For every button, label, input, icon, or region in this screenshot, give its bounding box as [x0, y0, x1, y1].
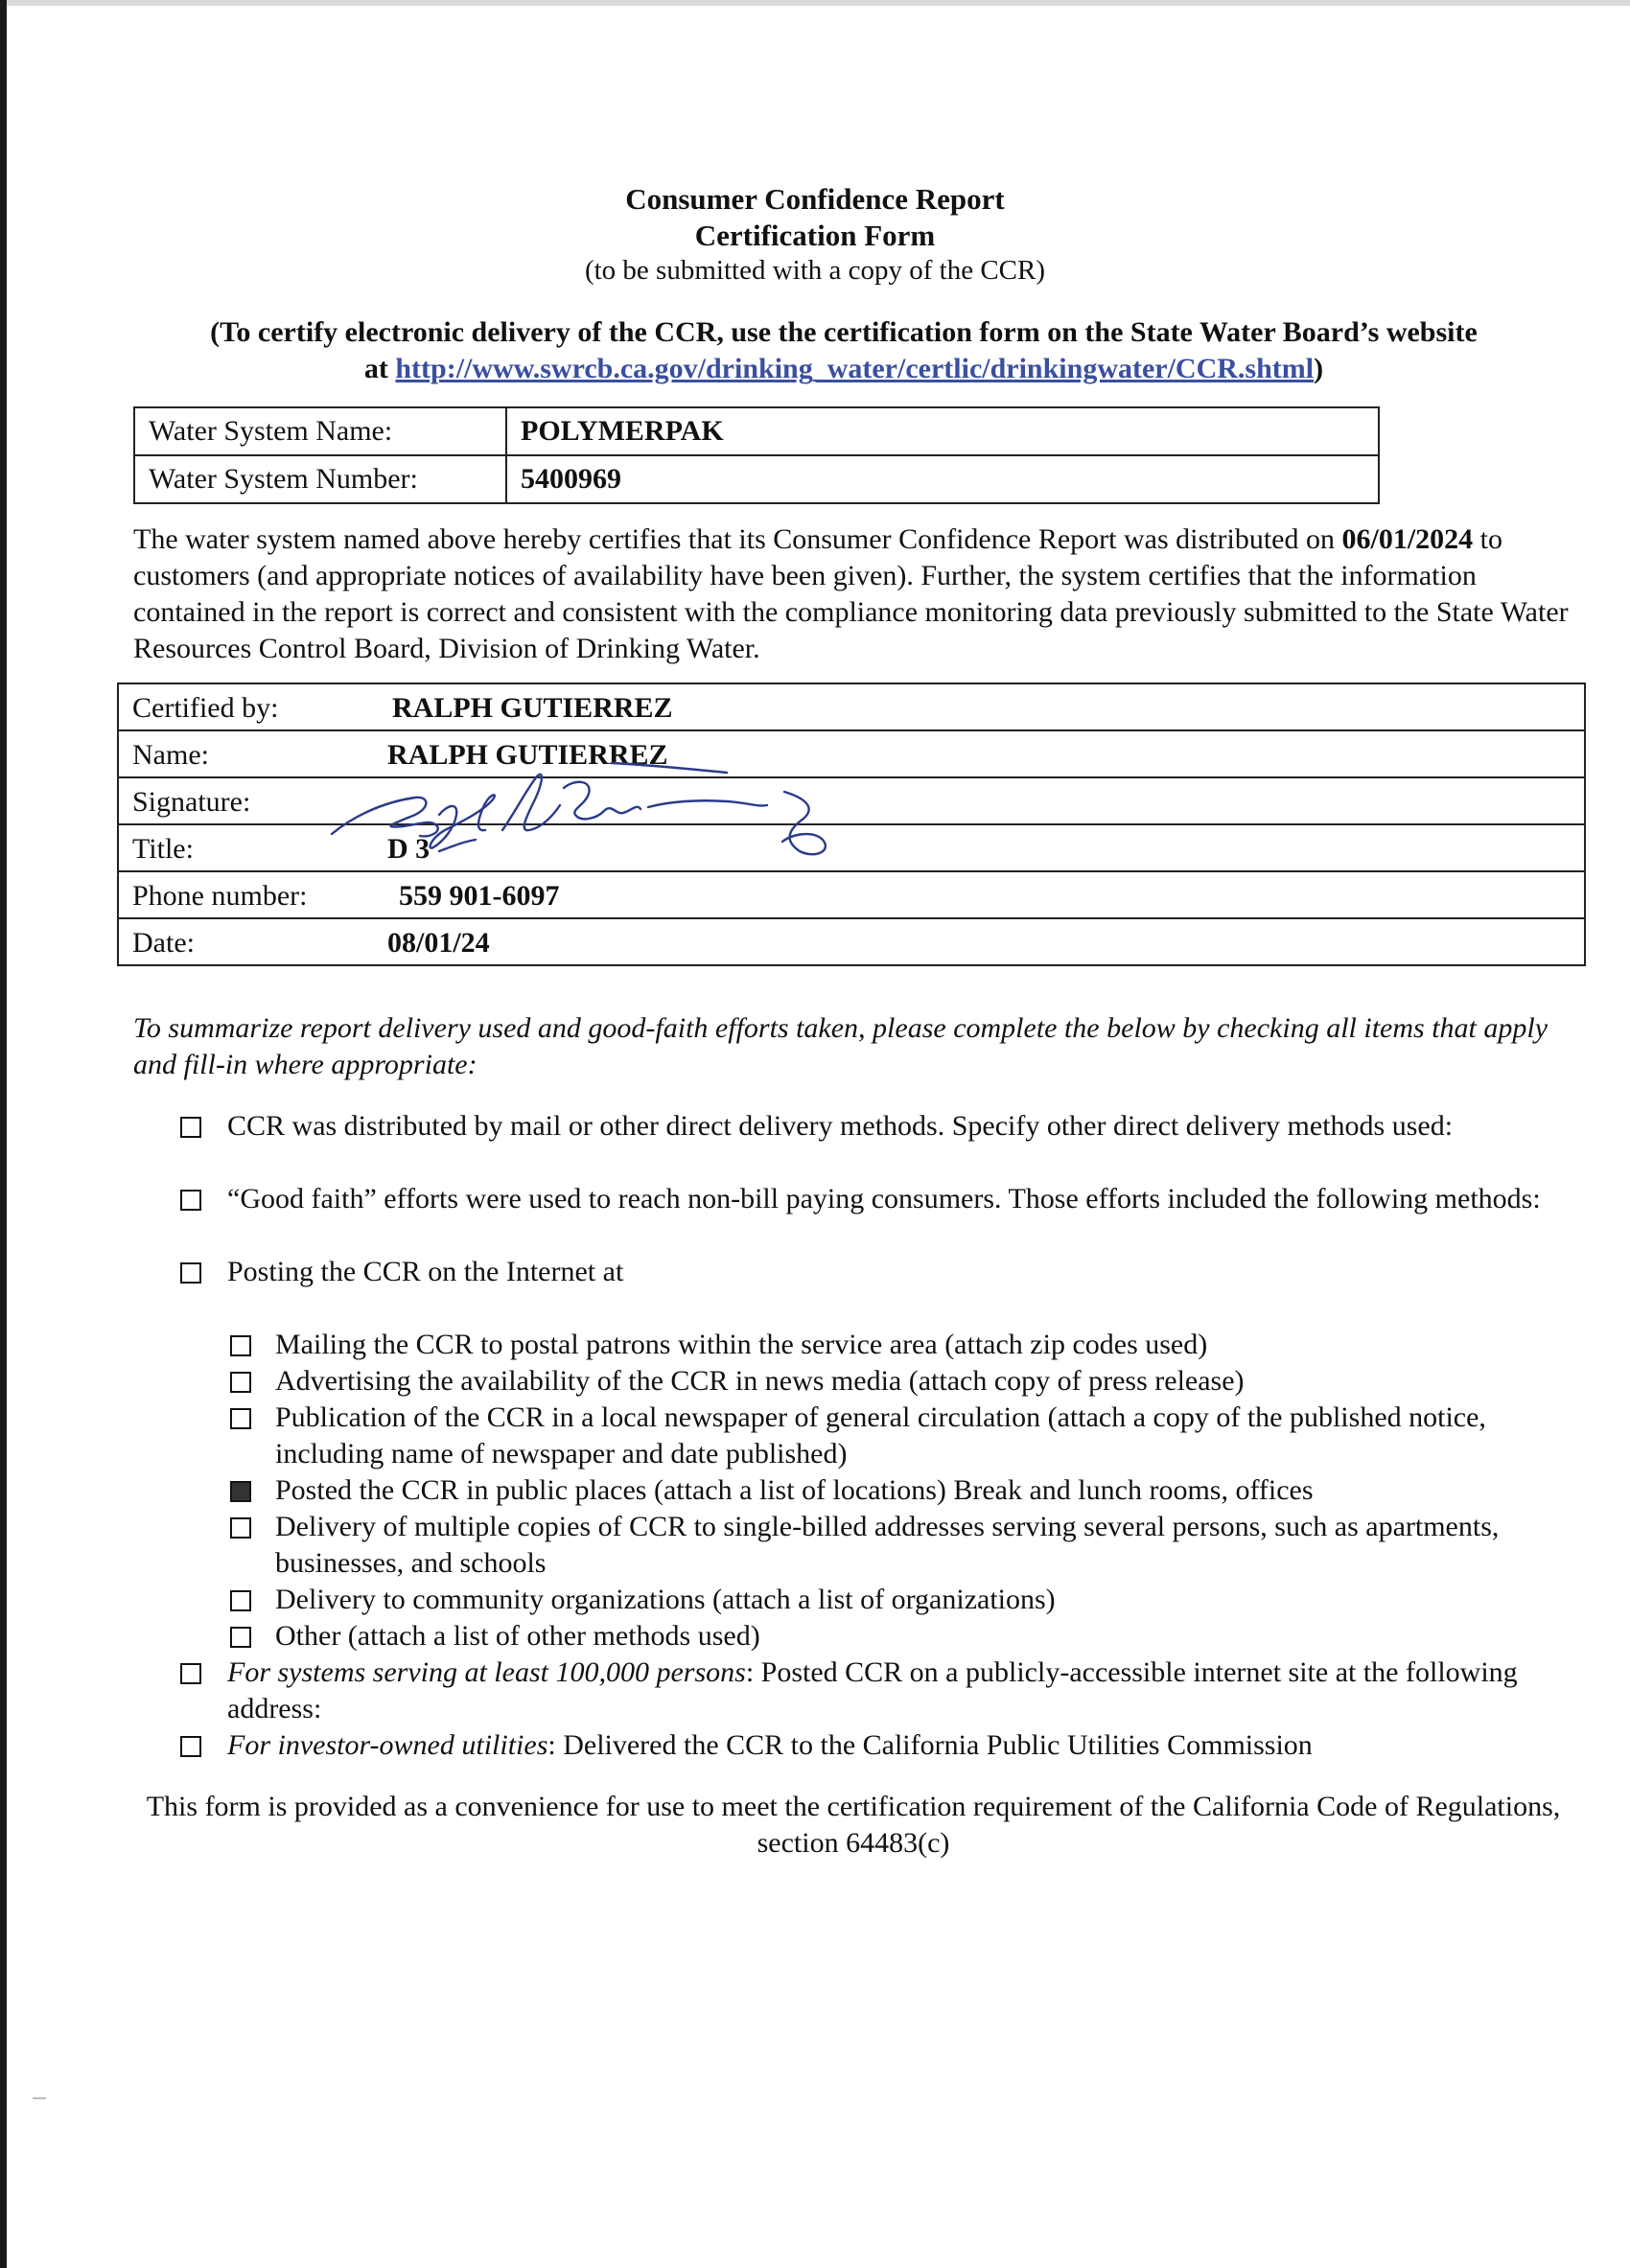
table-row [118, 683, 1585, 730]
scan-top-edge [7, 0, 1630, 6]
handwritten-signature [324, 759, 842, 874]
signature-label: Signature: [132, 786, 251, 818]
instructions: To summarize report delivery used and good-faith efforts taken, please complete the below by checking all items that apply and fill-in where appropriate: [133, 1012, 1548, 1080]
cert-text-end: to customers (and appropriate notices of availability have been given). Further, the system certifies that the information contained in the report is correct and consistent with the compliance monitoring data previously submitted to the State Water Resources Control Board, Division of Drinking Water. [133, 523, 1569, 664]
investor-rest: : Delivered the CCR to the California Public Utilities Commission [547, 1729, 1313, 1761]
date-label: Date: [132, 927, 195, 959]
checkbox-other[interactable] [230, 1627, 251, 1648]
checkbox-mailing[interactable] [230, 1335, 251, 1356]
form-subtitle: Certification Form [694, 219, 936, 252]
electronic-notice-line2 [115, 353, 1572, 385]
checkbox-advertising[interactable] [230, 1372, 251, 1393]
item-internet-label: Posting the CCR on the Internet at [227, 1256, 624, 1287]
distribution-date: 06/01/2024 [1341, 523, 1474, 555]
phone-value: 559 901-6097 [399, 880, 560, 912]
system-name-label: Water System Name: [134, 407, 506, 455]
item-mailing-label: Mailing the CCR to postal patrons within the service area (attach zip codes used) [275, 1329, 1208, 1360]
item-other-label: Other (attach a list of other methods used) [275, 1620, 760, 1652]
checkbox-multiple[interactable] [230, 1517, 251, 1539]
water-system-table [133, 406, 1380, 504]
item-large-systems-label [227, 1655, 1570, 1727]
notice-prefix: at [363, 353, 396, 384]
cert-text-start: The water system named above hereby certifies that its Consumer Confidence Report was distributed on [133, 523, 1342, 555]
item-mail-label: CCR was distributed by mail or other direct delivery methods. Specify other direct delivery methods used: [227, 1110, 1454, 1142]
table-row [134, 407, 1379, 455]
checkbox-large-systems[interactable] [180, 1663, 201, 1684]
scan-edge [0, 0, 7, 2268]
item-investor-owned-label [227, 1727, 1570, 1764]
item-posted-label: Posted the CCR in public places (attach a list of locations) Break and lunch rooms, offices [275, 1474, 1314, 1506]
checkbox-mail[interactable] [180, 1117, 201, 1138]
system-number-value: 5400969 [506, 455, 1379, 503]
notice-suffix: ) [1314, 353, 1324, 384]
checkbox-good-faith[interactable] [180, 1190, 201, 1211]
certification-paragraph [133, 521, 1572, 667]
investor-italic: For investor-owned utilities [227, 1729, 548, 1761]
table-row [118, 871, 1585, 918]
electronic-notice: (To certify electronic delivery of the CCR, use the certification form on the State Water Board’s website [210, 316, 1478, 348]
item-community-label: Delivery to community organizations (attach a list of organizations) [275, 1584, 1056, 1615]
date-value: 08/01/24 [387, 927, 490, 959]
name-value: RALPH GUTIERREZ [387, 739, 668, 771]
title-value: D 3 [387, 833, 431, 865]
phone-label: Phone number: [132, 880, 308, 912]
checkbox-posted[interactable] [230, 1481, 251, 1502]
footer-note: This form is provided as a convenience for use to meet the certification requirement of the California Code of Regulations, section 64483(c) [146, 1791, 1561, 1859]
large-systems-italic: For systems serving at least 100,000 persons [227, 1656, 746, 1688]
item-publication-label: Publication of the CCR in a local newspaper of general circulation (attach a copy of the published notice, including name of newspaper and date published) [275, 1401, 1486, 1470]
item-good-faith-label: “Good faith” efforts were used to reach non-bill paying consumers. Those efforts included the following methods: [227, 1183, 1541, 1215]
certified-by-value: RALPH GUTIERREZ [392, 692, 673, 724]
checkbox-investor-owned[interactable] [180, 1736, 201, 1757]
title-label: Title: [132, 833, 194, 865]
scan-mark [33, 2097, 46, 2099]
system-number-label: Water System Number: [134, 455, 506, 503]
form-title: Consumer Confidence Report [625, 182, 1005, 216]
ccr-link[interactable]: http://www.swrcb.ca.gov/drinking_water/certlic/drinkingwater/CCR.shtml [395, 353, 1315, 384]
checkbox-publication[interactable] [230, 1408, 251, 1429]
name-label: Name: [132, 739, 209, 771]
item-advertising-label: Advertising the availability of the CCR in news media (attach copy of press release) [275, 1365, 1245, 1397]
form-note: (to be submitted with a copy of the CCR) [584, 255, 1046, 286]
table-row [118, 918, 1585, 965]
checkbox-community[interactable] [230, 1590, 251, 1611]
certified-by-label: Certified by: [132, 692, 279, 724]
large-systems-rest: : Posted CCR on a publicly-accessible internet site at the following address: [227, 1656, 1518, 1724]
table-row [134, 455, 1379, 503]
system-name-value: POLYMERPAK [506, 407, 1379, 455]
item-multiple-label: Delivery of multiple copies of CCR to single-billed addresses serving several persons, such as apartments, businesses, and schools [275, 1511, 1500, 1579]
checkbox-internet[interactable] [180, 1262, 201, 1284]
